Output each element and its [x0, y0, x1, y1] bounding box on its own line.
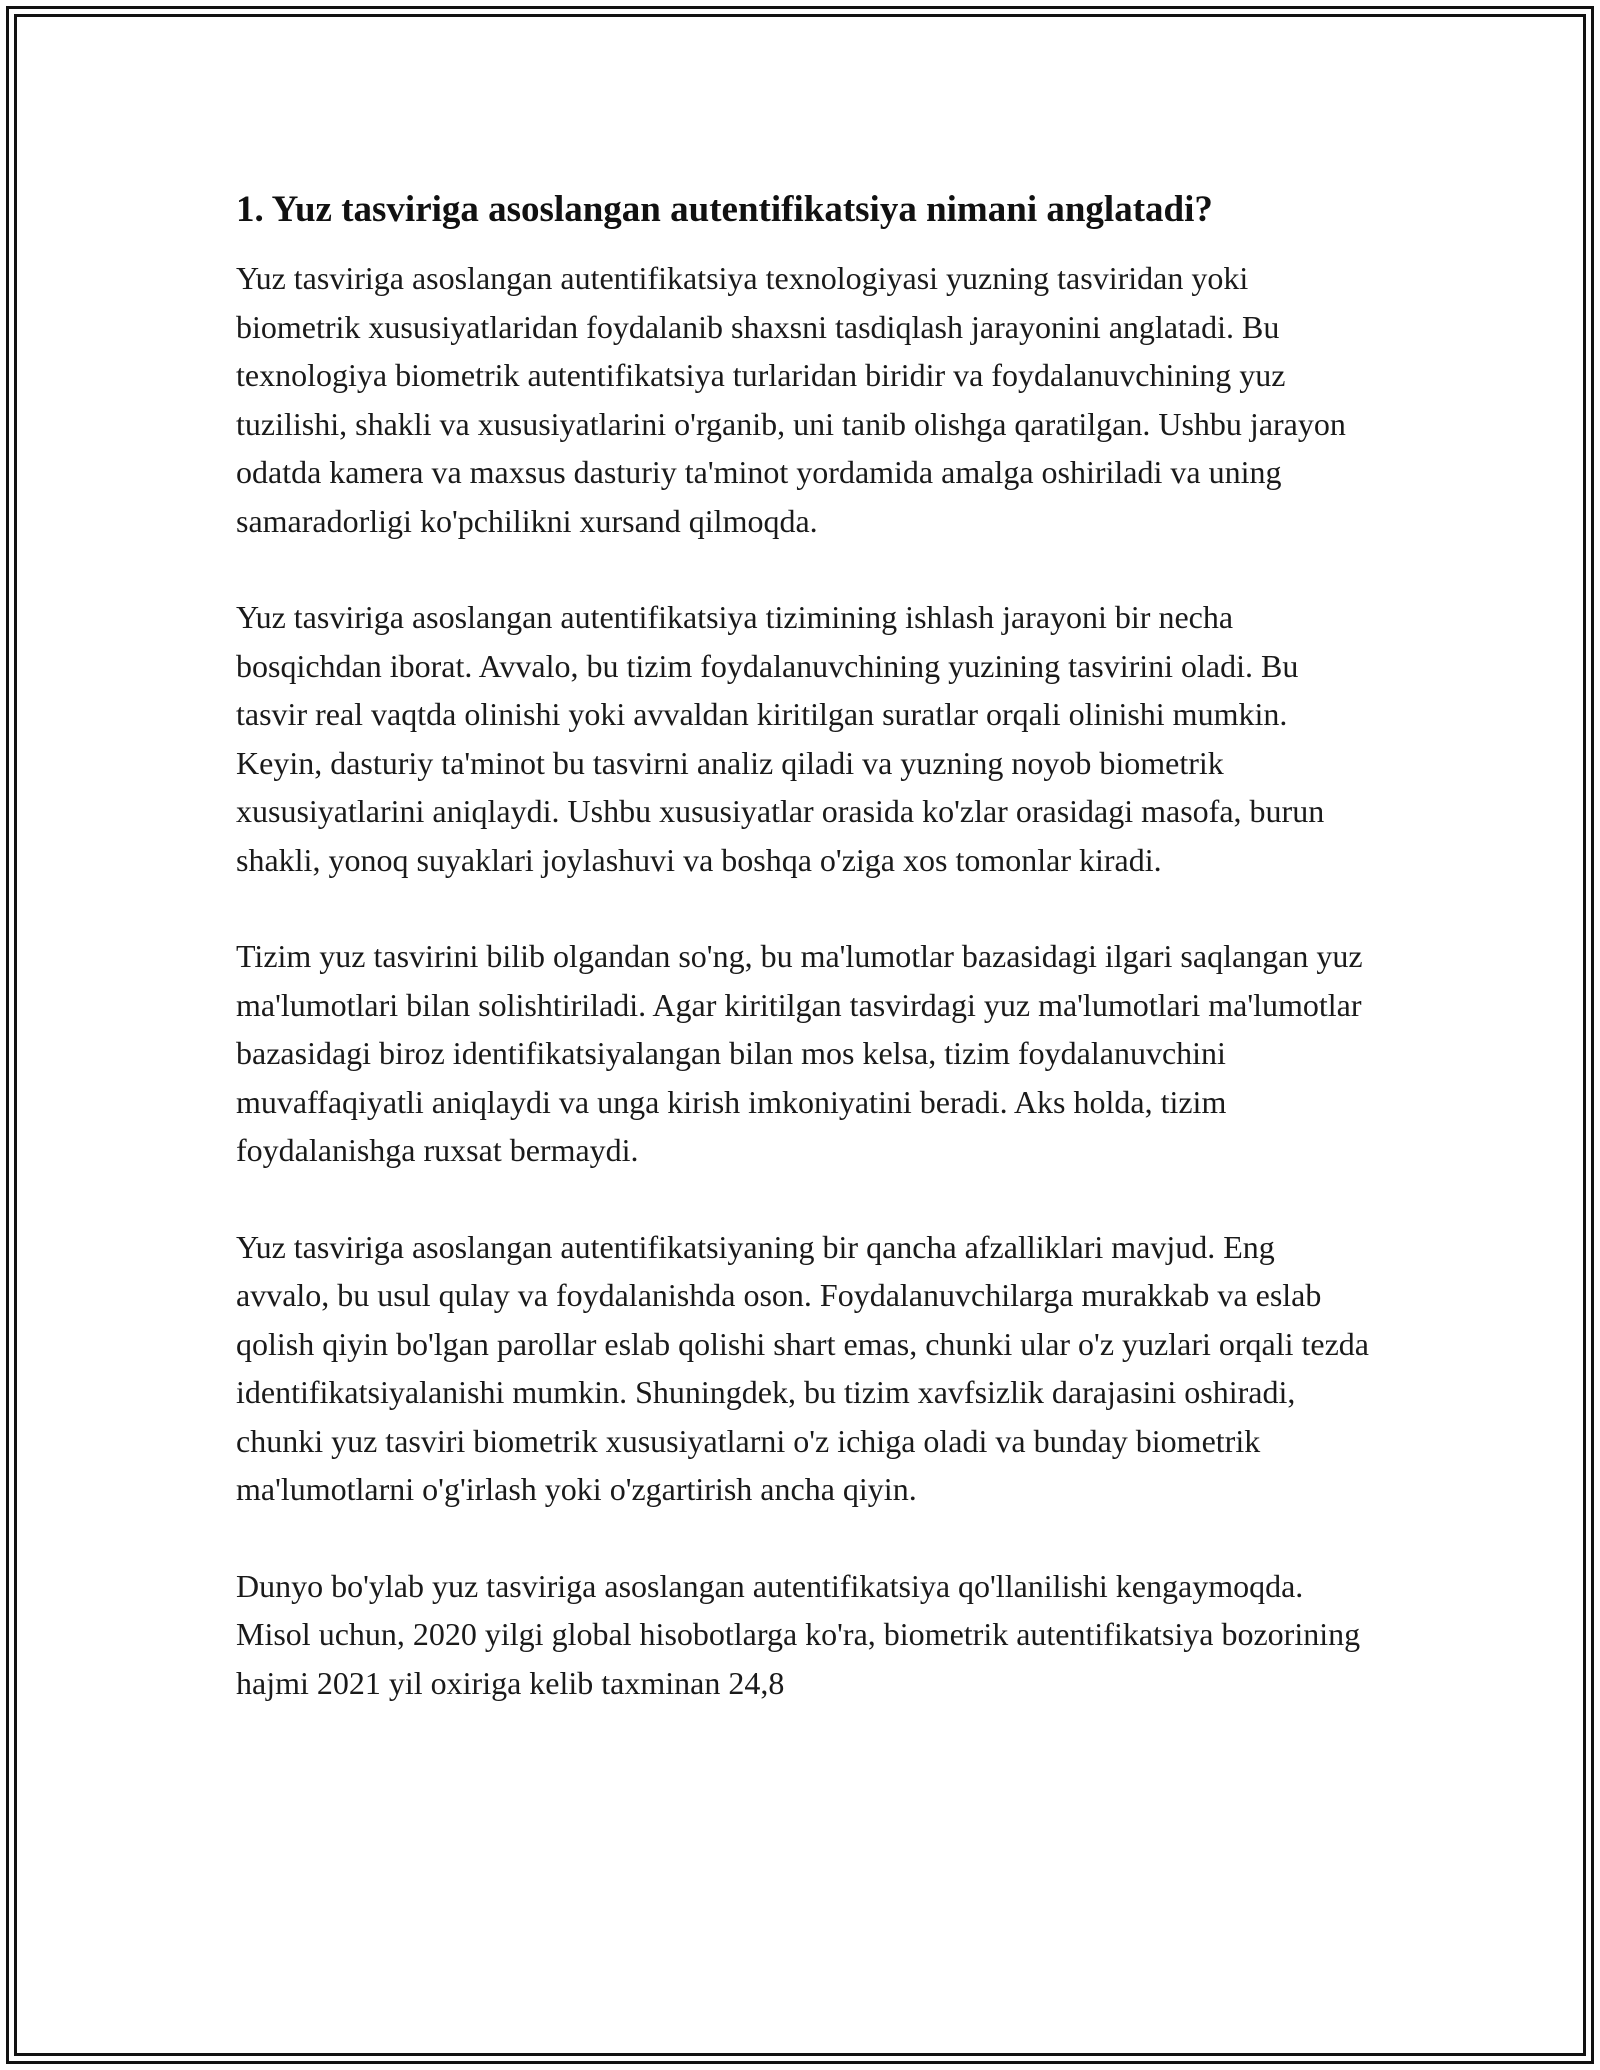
paragraph-3: Tizim yuz tasvirini bilib olgandan so'ng, bu ma'lumotlar bazasidagi ilgari saqlangan yuz ma'lumotlari bilan solishtiriladi. Agar kiritilgan tasvirdagi yuz ma'lumotlari ma'lumotlar bazasidagi biroz identifikatsiyalangan bilan mos kelsa, tizim foydalanuvchini muvaffaqiyatli aniqlaydi va unga kirish imkoniyatini beradi. Aks holda, tizim foydalanishga ruxsat bermaydi.	[236, 938, 1363, 1168]
section-heading: 1. Yuz tasviriga asoslangan autentifikatsiya nimani anglatadi?	[236, 189, 1213, 230]
paragraph-4: Yuz tasviriga asoslangan autentifikatsiyaning bir qancha afzalliklari mavjud. Eng avvalo, bu usul qulay va foydalanishda oson. Foydalanuvchilarga murakkab va eslab qolish qiyin bo'lgan parollar eslab qolishi shart emas, chunki ular o'z yuzlari orqali tezda identifikatsiyalanishi mumkin. Shuningdek, bu tizim xavfsizlik darajasini oshiradi, chunki yuz tasviri biometrik xususiyatlarni o'z ichiga oladi va bunday biometrik ma'lumotlarni o'g'irlash yoki o'zgartirish ancha qiyin.	[236, 1228, 1369, 1507]
paragraph-5: Dunyo bo'ylab yuz tasviriga asoslangan autentifikatsiya qo'llanilishi kengaymoqda. Misol uchun, 2020 yilgi global hisobotlarga ko'ra, biometrik autentifikatsiya bozorining hajmi 2021 yil oxiriga kelib taxminan 24,8	[236, 1567, 1361, 1701]
document-body	[236, 186, 1376, 1755]
paragraph-2: Yuz tasviriga asoslangan autentifikatsiya tizimining ishlash jarayoni bir necha bosqichdan iborat. Avvalo, bu tizim foydalanuvchining yuzining tasvirini oladi. Bu tasvir real vaqtda olinishi yoki avvaldan kiritilgan suratlar orqali olinishi mumkin. Keyin, dasturiy ta'minot bu tasvirni analiz qiladi va yuzning noyob biometrik xususiyatlarini aniqlaydi. Ushbu xususiyatlar orasida ko'zlar orasidagi masofa, burun shakli, yonoq suyaklari joylashuvi va boshqa o'ziga xos tomonlar kiradi.	[236, 599, 1325, 878]
paragraph-1: Yuz tasviriga asoslangan autentifikatsiya texnologiyasi yuzning tasviridan yoki biometrik xususiyatlaridan foydalanib shaxsni tasdiqlash jarayonini anglatadi. Bu texnologiya biometrik autentifikatsiya turlaridan biridir va foydalanuvchining yuz tuzilishi, shakli va xususiyatlarini o'rganib, uni tanib olishga qaratilgan. Ushbu jarayon odatda kamera va maxsus dasturiy ta'minot yordamida amalga oshiriladi va uning samaradorligi ko'pchilikni xursand qilmoqda.	[236, 260, 1346, 539]
